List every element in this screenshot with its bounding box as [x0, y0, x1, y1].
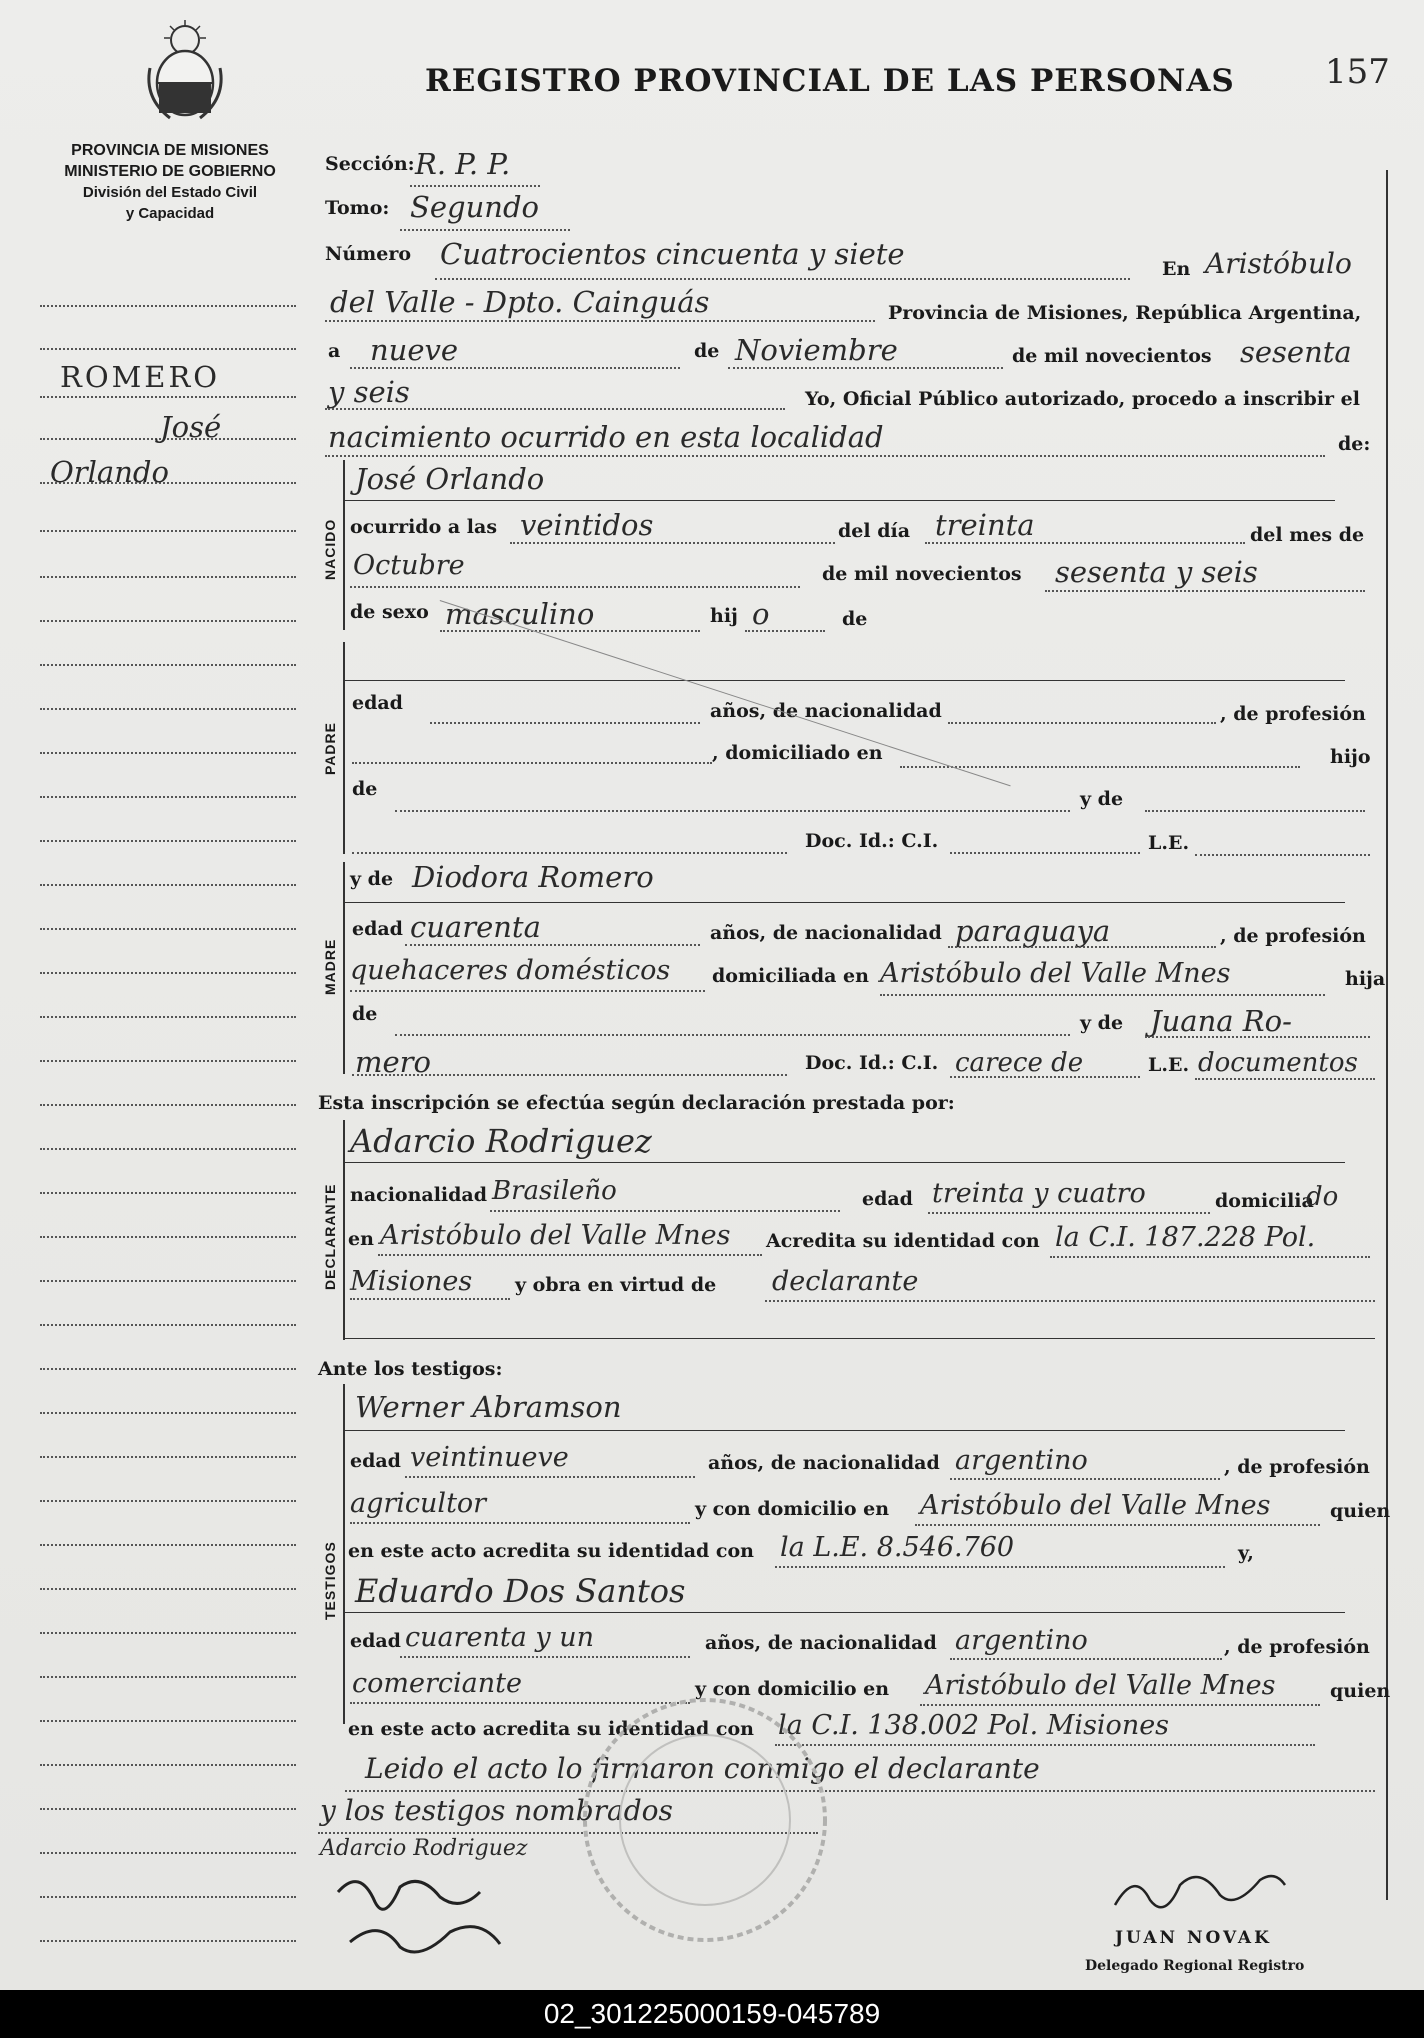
numero-label: Número	[325, 243, 412, 265]
anio-label: de mil novecientos	[1012, 345, 1212, 367]
lugar-2: del Valle - Dpto. Cainguás	[330, 285, 710, 319]
madre-doc: carece de	[955, 1048, 1084, 1078]
provincia-text: Provincia de Misiones, República Argentina,	[888, 302, 1362, 324]
testigo2-profesion-label: , de profesión	[1224, 1636, 1370, 1658]
testigo2-domicilio: Aristóbulo del Valle Mnes	[925, 1670, 1276, 1701]
padre-le-label: L.E.	[1148, 832, 1190, 854]
testigo1-edad: veintinueve	[410, 1442, 569, 1473]
seccion-label: Sección:	[325, 153, 415, 175]
signature-witnesses-icon	[330, 1862, 590, 1972]
frame-line	[1386, 170, 1388, 1900]
testigo1-nombre: Werner Abramson	[355, 1390, 622, 1424]
testigo1-domicilio: Aristóbulo del Valle Mnes	[920, 1490, 1271, 1521]
hij-label: hij	[710, 605, 738, 627]
declarante-domicilio: Aristóbulo del Valle Mnes	[380, 1220, 731, 1251]
madre-side-label: MADRE	[322, 938, 338, 995]
declarante-documento-1: la C.I. 187.228 Pol.	[1055, 1222, 1316, 1253]
anio-nacimiento: sesenta y seis	[1055, 555, 1258, 589]
hecho-value: nacimiento ocurrido en esta localidad	[328, 420, 884, 454]
testigo1-y-label: y,	[1238, 1542, 1254, 1564]
declarante-domicilia-label: domicilia	[1215, 1190, 1314, 1212]
testigo1-anios-label: años, de nacionalidad	[708, 1452, 940, 1474]
madre-le-label: L.E.	[1148, 1054, 1190, 1076]
declarante-nac-label: nacionalidad	[350, 1184, 488, 1206]
testigo2-domicilio-label: y con domicilio en	[695, 1678, 890, 1700]
signature-official-icon	[1110, 1855, 1290, 1925]
declarante-en-label: en	[348, 1228, 374, 1250]
image-footer-code: 02_301225000159-045789	[0, 1990, 1424, 2038]
cierre-linea-1: Leido el acto lo firmaron conmigo el declarante	[365, 1752, 1040, 1785]
a-label: a	[328, 340, 341, 362]
declarante-obra-label: y obra en virtud de	[515, 1274, 717, 1296]
testigo1-profesion-label: , de profesión	[1224, 1456, 1370, 1478]
madre-nombre: Diodora Romero	[412, 860, 654, 894]
padre-side-label: PADRE	[322, 722, 338, 775]
padre-edad-label: edad	[352, 692, 403, 714]
dia-nacimiento: treinta	[935, 508, 1035, 542]
testigos-side-label: TESTIGOS	[322, 1541, 338, 1620]
testigo2-anios-label: años, de nacionalidad	[705, 1632, 937, 1654]
issuing-authority: PROVINCIA DE MISIONES MINISTERIO DE GOBIERNO División del Estado Civil y Capacidad	[64, 142, 276, 222]
coat-of-arms-icon	[140, 18, 230, 123]
madre-doc-label: Doc. Id.: C.I.	[805, 1052, 939, 1074]
padre-anios-label: años, de nacionalidad	[710, 700, 942, 722]
testigo1-profesion: agricultor	[350, 1488, 487, 1519]
hora-value: veintidos	[520, 508, 654, 542]
madre-nacionalidad: paraguaya	[955, 914, 1111, 948]
numero-value: Cuatrocientos cincuenta y siete	[440, 237, 905, 271]
padre-domicilio-label: , domiciliado en	[712, 742, 883, 764]
madre-yde2-label: y de	[1080, 1012, 1124, 1034]
mes-label: del mes de	[1250, 524, 1365, 546]
declarante-edad: treinta y cuatro	[932, 1178, 1146, 1209]
dia-registro: nueve	[370, 333, 459, 367]
sexo-label: de sexo	[350, 601, 429, 623]
declarante-intro: Esta inscripción se efectúa según declaración prestada por:	[318, 1092, 955, 1114]
madre-edad: cuarenta	[410, 910, 541, 944]
padre-hijo-label: hijo	[1330, 746, 1371, 768]
testigo1-nacionalidad: argentino	[955, 1445, 1088, 1476]
padre-de-label: de	[352, 778, 378, 800]
testigo2-edad: cuarenta y un	[405, 1622, 595, 1653]
en-label: En	[1162, 258, 1191, 280]
declarante-nombre: Adarcio Rodriguez	[350, 1122, 652, 1160]
oficial-text: Yo, Oficial Público autorizado, procedo a inscribir el	[805, 388, 1360, 410]
testigo2-profesion: comerciante	[352, 1668, 522, 1699]
padre-doc-label: Doc. Id.: C.I.	[805, 830, 939, 852]
testigo2-edad-label: edad	[350, 1630, 401, 1652]
official-seal-icon	[560, 1690, 850, 1950]
testigo2-documento: la C.I. 138.002 Pol. Misiones	[778, 1710, 1170, 1741]
anio-nacimiento-label: de mil novecientos	[822, 563, 1022, 585]
page-number: 157	[1325, 52, 1390, 92]
testigo1-acredita-label: en este acto acredita su identidad con	[348, 1540, 754, 1562]
madre-madre-1: Juana Ro-	[1150, 1004, 1292, 1038]
mes-registro: Noviembre	[735, 333, 898, 367]
madre-domicilio: Aristóbulo del Valle Mnes	[880, 958, 1231, 989]
de-label: de	[694, 340, 720, 362]
anio-registro-2: y seis	[328, 375, 410, 409]
oficial-nombre: JUAN NOVAK	[1115, 1928, 1272, 1948]
madre-madre-2: mero	[355, 1045, 431, 1079]
tomo-label: Tomo:	[325, 197, 390, 219]
cierre-linea-2: y los testigos nombrados	[320, 1794, 673, 1827]
anio-registro-1: sesenta	[1240, 335, 1352, 369]
testigo2-quien-label: quien	[1330, 1680, 1391, 1702]
firma-declarante-texto: Adarcio Rodriguez	[320, 1836, 528, 1861]
madre-le: documentos	[1198, 1048, 1358, 1078]
declarante-acredita-label: Acredita su identidad con	[766, 1230, 1040, 1252]
madre-profesion: quehaceres domésticos	[350, 955, 671, 986]
hij-value: o	[752, 597, 770, 631]
testigo1-domicilio-label: y con domicilio en	[695, 1498, 890, 1520]
testigos-intro: Ante los testigos:	[318, 1358, 503, 1380]
testigo1-edad-label: edad	[350, 1450, 401, 1472]
declarante-side-label: DECLARANTE	[322, 1183, 338, 1290]
de-label-nacido: de	[842, 608, 868, 630]
testigo1-quien-label: quien	[1330, 1500, 1391, 1522]
mes-nacimiento: Octubre	[353, 550, 465, 581]
tomo-value: Segundo	[410, 190, 539, 224]
margin-surname: ROMERO	[60, 360, 221, 394]
seccion-value: R. P. P.	[415, 147, 511, 181]
declarante-domicilia-suf: do	[1306, 1182, 1339, 1212]
lugar-1: Aristóbulo	[1205, 247, 1352, 280]
testigo1-documento: la L.E. 8.546.760	[780, 1532, 1015, 1563]
madre-edad-label: edad	[352, 918, 403, 940]
padre-profesion-label: , de profesión	[1220, 703, 1366, 725]
testigo2-nombre: Eduardo Dos Santos	[355, 1572, 686, 1610]
de-colon-label: de:	[1338, 433, 1371, 455]
margin-name-1: José	[160, 410, 222, 444]
testigo2-acredita-label: en este acto acredita su identidad con	[348, 1718, 754, 1740]
madre-domicilio-label: domiciliada en	[712, 965, 869, 987]
nacido-side-label: NACIDO	[322, 518, 338, 580]
margin-name-2: Orlando	[50, 455, 169, 489]
oficial-cargo: Delegado Regional Registro	[1085, 1958, 1305, 1974]
padre-yde-label: y de	[1080, 788, 1124, 810]
declarante-edad-label: edad	[862, 1188, 913, 1210]
madre-yde-label: y de	[350, 868, 394, 890]
madre-hija-label: hija	[1345, 968, 1386, 990]
dia-label: del día	[838, 520, 911, 542]
declarante-nacionalidad: Brasileño	[492, 1176, 617, 1206]
madre-anios-label: años, de nacionalidad	[710, 922, 942, 944]
madre-profesion-label: , de profesión	[1220, 925, 1366, 947]
declarante-obra: declarante	[772, 1266, 919, 1297]
nacido-nombre: José Orlando	[355, 462, 545, 496]
hora-label: ocurrido a las	[350, 516, 498, 538]
testigo2-nacionalidad: argentino	[955, 1625, 1088, 1656]
madre-de-label: de	[352, 1003, 378, 1025]
sexo-value: masculino	[445, 597, 595, 631]
declarante-documento-2: Misiones	[350, 1266, 473, 1297]
document-title: REGISTRO PROVINCIAL DE LAS PERSONAS	[425, 63, 1235, 99]
